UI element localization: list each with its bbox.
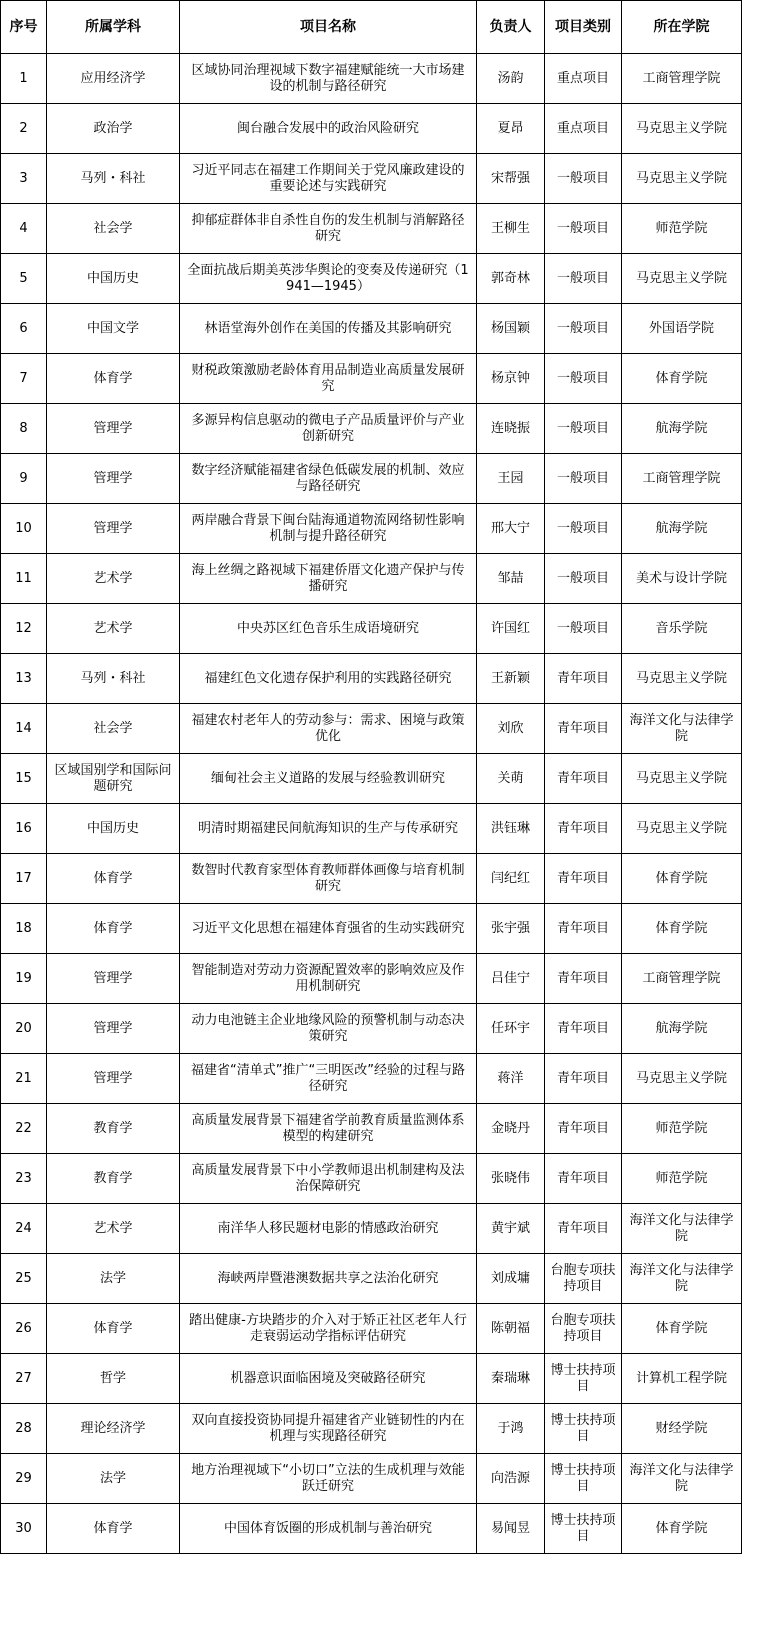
serial-cell: 10 <box>1 504 47 554</box>
discipline-cell: 马列・科社 <box>47 654 180 704</box>
discipline-cell: 管理学 <box>47 504 180 554</box>
project-name-cell: 中央苏区红色音乐生成语境研究 <box>180 604 477 654</box>
table-row <box>1 1154 742 1204</box>
table-row <box>1 1204 742 1254</box>
discipline-cell: 社会学 <box>47 204 180 254</box>
table-row <box>1 1004 742 1054</box>
project-name-cell: 踏出健康-方块踏步的介入对于矫正社区老年人行走衰弱运动学指标评估研究 <box>180 1304 477 1354</box>
college-cell: 师范学院 <box>622 1104 742 1154</box>
category-cell: 青年项目 <box>545 1104 622 1154</box>
college-cell: 马克思主义学院 <box>622 804 742 854</box>
leader-cell: 黄宇斌 <box>477 1204 545 1254</box>
project-name-cell: 高质量发展背景下中小学教师退出机制建构及法治保障研究 <box>180 1154 477 1204</box>
table-row <box>1 154 742 204</box>
college-cell: 体育学院 <box>622 354 742 404</box>
header-cell: 项目名称 <box>180 1 477 54</box>
table-row <box>1 1504 742 1554</box>
project-name-cell: 福建红色文化遗存保护利用的实践路径研究 <box>180 654 477 704</box>
table-row <box>1 904 742 954</box>
leader-cell: 王柳生 <box>477 204 545 254</box>
college-cell: 体育学院 <box>622 854 742 904</box>
project-name-cell: 区域协同治理视域下数字福建赋能统一大市场建设的机制与路径研究 <box>180 54 477 104</box>
discipline-cell: 教育学 <box>47 1104 180 1154</box>
serial-cell: 12 <box>1 604 47 654</box>
discipline-cell: 应用经济学 <box>47 54 180 104</box>
category-cell: 博士扶持项目 <box>545 1504 622 1554</box>
category-cell: 青年项目 <box>545 1054 622 1104</box>
project-name-cell: 数字经济赋能福建省绿色低碳发展的机制、效应与路径研究 <box>180 454 477 504</box>
category-cell: 一般项目 <box>545 454 622 504</box>
serial-cell: 11 <box>1 554 47 604</box>
college-cell: 海洋文化与法律学院 <box>622 1204 742 1254</box>
discipline-cell: 法学 <box>47 1454 180 1504</box>
project-name-cell: 林语堂海外创作在美国的传播及其影响研究 <box>180 304 477 354</box>
leader-cell: 王园 <box>477 454 545 504</box>
table-row <box>1 954 742 1004</box>
table-row <box>1 104 742 154</box>
serial-cell: 28 <box>1 1404 47 1454</box>
leader-cell: 关萌 <box>477 754 545 804</box>
project-name-cell: 福建农村老年人的劳动参与：需求、困境与政策优化 <box>180 704 477 754</box>
table-row <box>1 1354 742 1404</box>
project-name-cell: 财税政策激励老龄体育用品制造业高质量发展研究 <box>180 354 477 404</box>
project-name-cell: 机器意识面临困境及突破路径研究 <box>180 1354 477 1404</box>
category-cell: 台胞专项扶持项目 <box>545 1254 622 1304</box>
serial-cell: 25 <box>1 1254 47 1304</box>
leader-cell: 刘欣 <box>477 704 545 754</box>
header-cell: 所在学院 <box>622 1 742 54</box>
category-cell: 一般项目 <box>545 154 622 204</box>
leader-cell: 邢大宁 <box>477 504 545 554</box>
project-name-cell: 海上丝绸之路视域下福建侨厝文化遗产保护与传播研究 <box>180 554 477 604</box>
serial-cell: 3 <box>1 154 47 204</box>
category-cell: 博士扶持项目 <box>545 1454 622 1504</box>
college-cell: 美术与设计学院 <box>622 554 742 604</box>
category-cell: 一般项目 <box>545 304 622 354</box>
serial-cell: 17 <box>1 854 47 904</box>
leader-cell: 洪钰琳 <box>477 804 545 854</box>
category-cell: 青年项目 <box>545 904 622 954</box>
discipline-cell: 政治学 <box>47 104 180 154</box>
project-name-cell: 两岸融合背景下闽台陆海通道物流网络韧性影响机制与提升路径研究 <box>180 504 477 554</box>
serial-cell: 19 <box>1 954 47 1004</box>
college-cell: 体育学院 <box>622 1504 742 1554</box>
header-cell: 项目类别 <box>545 1 622 54</box>
discipline-cell: 体育学 <box>47 1504 180 1554</box>
discipline-cell: 中国文学 <box>47 304 180 354</box>
serial-cell: 1 <box>1 54 47 104</box>
table-row <box>1 454 742 504</box>
discipline-cell: 管理学 <box>47 1054 180 1104</box>
leader-cell: 夏昂 <box>477 104 545 154</box>
category-cell: 重点项目 <box>545 54 622 104</box>
discipline-cell: 艺术学 <box>47 604 180 654</box>
college-cell: 体育学院 <box>622 904 742 954</box>
category-cell: 重点项目 <box>545 104 622 154</box>
college-cell: 师范学院 <box>622 204 742 254</box>
category-cell: 一般项目 <box>545 254 622 304</box>
leader-cell: 王新颖 <box>477 654 545 704</box>
leader-cell: 连晓振 <box>477 404 545 454</box>
college-cell: 马克思主义学院 <box>622 104 742 154</box>
table-row <box>1 1054 742 1104</box>
table-body <box>1 54 742 1554</box>
header-cell: 序号 <box>1 1 47 54</box>
college-cell: 马克思主义学院 <box>622 654 742 704</box>
discipline-cell: 管理学 <box>47 454 180 504</box>
college-cell: 马克思主义学院 <box>622 754 742 804</box>
discipline-cell: 中国历史 <box>47 804 180 854</box>
serial-cell: 26 <box>1 1304 47 1354</box>
college-cell: 工商管理学院 <box>622 54 742 104</box>
discipline-cell: 马列・科社 <box>47 154 180 204</box>
category-cell: 青年项目 <box>545 1154 622 1204</box>
table-row <box>1 204 742 254</box>
college-cell: 工商管理学院 <box>622 954 742 1004</box>
discipline-cell: 体育学 <box>47 1304 180 1354</box>
category-cell: 青年项目 <box>545 1004 622 1054</box>
serial-cell: 18 <box>1 904 47 954</box>
project-name-cell: 高质量发展背景下福建省学前教育质量监测体系模型的构建研究 <box>180 1104 477 1154</box>
table-row <box>1 654 742 704</box>
project-name-cell: 缅甸社会主义道路的发展与经验教训研究 <box>180 754 477 804</box>
category-cell: 博士扶持项目 <box>545 1354 622 1404</box>
leader-cell: 蒋洋 <box>477 1054 545 1104</box>
project-name-cell: 全面抗战后期美英涉华舆论的变奏及传递研究（1941—1945） <box>180 254 477 304</box>
table-row <box>1 1254 742 1304</box>
college-cell: 计算机工程学院 <box>622 1354 742 1404</box>
leader-cell: 闫纪红 <box>477 854 545 904</box>
category-cell: 青年项目 <box>545 804 622 854</box>
table-row <box>1 254 742 304</box>
serial-cell: 8 <box>1 404 47 454</box>
category-cell: 一般项目 <box>545 404 622 454</box>
discipline-cell: 理论经济学 <box>47 1404 180 1454</box>
discipline-cell: 体育学 <box>47 904 180 954</box>
leader-cell: 许国红 <box>477 604 545 654</box>
college-cell: 马克思主义学院 <box>622 1054 742 1104</box>
project-name-cell: 福建省“清单式”推广“三明医改”经验的过程与路径研究 <box>180 1054 477 1104</box>
college-cell: 航海学院 <box>622 404 742 454</box>
discipline-cell: 体育学 <box>47 354 180 404</box>
serial-cell: 29 <box>1 1454 47 1504</box>
table-row <box>1 1454 742 1504</box>
serial-cell: 14 <box>1 704 47 754</box>
discipline-cell: 管理学 <box>47 404 180 454</box>
table-row <box>1 554 742 604</box>
college-cell: 外国语学院 <box>622 304 742 354</box>
college-cell: 马克思主义学院 <box>622 254 742 304</box>
discipline-cell: 哲学 <box>47 1354 180 1404</box>
discipline-cell: 管理学 <box>47 1004 180 1054</box>
college-cell: 海洋文化与法律学院 <box>622 1454 742 1504</box>
table-row <box>1 754 742 804</box>
leader-cell: 易闻昱 <box>477 1504 545 1554</box>
serial-cell: 16 <box>1 804 47 854</box>
category-cell: 一般项目 <box>545 354 622 404</box>
table-row <box>1 1404 742 1454</box>
leader-cell: 杨国颖 <box>477 304 545 354</box>
leader-cell: 金晓丹 <box>477 1104 545 1154</box>
leader-cell: 张宇强 <box>477 904 545 954</box>
serial-cell: 6 <box>1 304 47 354</box>
serial-cell: 9 <box>1 454 47 504</box>
category-cell: 青年项目 <box>545 1204 622 1254</box>
college-cell: 海洋文化与法律学院 <box>622 1254 742 1304</box>
serial-cell: 20 <box>1 1004 47 1054</box>
table-row <box>1 804 742 854</box>
category-cell: 青年项目 <box>545 654 622 704</box>
serial-cell: 22 <box>1 1104 47 1154</box>
category-cell: 一般项目 <box>545 604 622 654</box>
serial-cell: 4 <box>1 204 47 254</box>
serial-cell: 21 <box>1 1054 47 1104</box>
table-header-row <box>1 1 742 54</box>
project-name-cell: 动力电池链主企业地缘风险的预警机制与动态决策研究 <box>180 1004 477 1054</box>
leader-cell: 向浩源 <box>477 1454 545 1504</box>
category-cell: 青年项目 <box>545 954 622 1004</box>
college-cell: 财经学院 <box>622 1404 742 1454</box>
leader-cell: 陈朝福 <box>477 1304 545 1354</box>
category-cell: 台胞专项扶持项目 <box>545 1304 622 1354</box>
project-name-cell: 数智时代教育家型体育教师群体画像与培育机制研究 <box>180 854 477 904</box>
discipline-cell: 管理学 <box>47 954 180 1004</box>
leader-cell: 于鸿 <box>477 1404 545 1454</box>
leader-cell: 吕佳宁 <box>477 954 545 1004</box>
discipline-cell: 中国历史 <box>47 254 180 304</box>
leader-cell: 刘成墉 <box>477 1254 545 1304</box>
college-cell: 师范学院 <box>622 1154 742 1204</box>
project-name-cell: 地方治理视域下“小切口”立法的生成机理与效能跃迁研究 <box>180 1454 477 1504</box>
table-row <box>1 604 742 654</box>
college-cell: 音乐学院 <box>622 604 742 654</box>
category-cell: 青年项目 <box>545 704 622 754</box>
leader-cell: 张晓伟 <box>477 1154 545 1204</box>
discipline-cell: 区域国别学和国际问题研究 <box>47 754 180 804</box>
table-row <box>1 54 742 104</box>
serial-cell: 7 <box>1 354 47 404</box>
header-cell: 所属学科 <box>47 1 180 54</box>
discipline-cell: 社会学 <box>47 704 180 754</box>
discipline-cell: 法学 <box>47 1254 180 1304</box>
leader-cell: 任环宇 <box>477 1004 545 1054</box>
project-name-cell: 海峡两岸暨港澳数据共享之法治化研究 <box>180 1254 477 1304</box>
category-cell: 博士扶持项目 <box>545 1404 622 1454</box>
discipline-cell: 艺术学 <box>47 1204 180 1254</box>
college-cell: 体育学院 <box>622 1304 742 1354</box>
college-cell: 马克思主义学院 <box>622 154 742 204</box>
college-cell: 工商管理学院 <box>622 454 742 504</box>
college-cell: 海洋文化与法律学院 <box>622 704 742 754</box>
discipline-cell: 艺术学 <box>47 554 180 604</box>
discipline-cell: 体育学 <box>47 854 180 904</box>
project-name-cell: 闽台融合发展中的政治风险研究 <box>180 104 477 154</box>
project-name-cell: 中国体育饭圈的形成机制与善治研究 <box>180 1504 477 1554</box>
project-name-cell: 双向直接投资协同提升福建省产业链韧性的内在机理与实现路径研究 <box>180 1404 477 1454</box>
project-name-cell: 习近平同志在福建工作期间关于党风廉政建设的重要论述与实践研究 <box>180 154 477 204</box>
project-name-cell: 南洋华人移民题材电影的情感政治研究 <box>180 1204 477 1254</box>
category-cell: 青年项目 <box>545 854 622 904</box>
project-name-cell: 习近平文化思想在福建体育强省的生动实践研究 <box>180 904 477 954</box>
leader-cell: 汤韵 <box>477 54 545 104</box>
project-name-cell: 智能制造对劳动力资源配置效率的影响效应及作用机制研究 <box>180 954 477 1004</box>
serial-cell: 13 <box>1 654 47 704</box>
serial-cell: 24 <box>1 1204 47 1254</box>
serial-cell: 27 <box>1 1354 47 1404</box>
leader-cell: 宋帮强 <box>477 154 545 204</box>
leader-cell: 杨京钟 <box>477 354 545 404</box>
table-row <box>1 704 742 754</box>
header-cell: 负责人 <box>477 1 545 54</box>
table-row <box>1 354 742 404</box>
category-cell: 青年项目 <box>545 754 622 804</box>
serial-cell: 5 <box>1 254 47 304</box>
serial-cell: 2 <box>1 104 47 154</box>
table-row <box>1 404 742 454</box>
project-name-cell: 抑郁症群体非自杀性自伤的发生机制与消解路径研究 <box>180 204 477 254</box>
college-cell: 航海学院 <box>622 504 742 554</box>
category-cell: 一般项目 <box>545 504 622 554</box>
discipline-cell: 教育学 <box>47 1154 180 1204</box>
serial-cell: 15 <box>1 754 47 804</box>
project-name-cell: 多源异构信息驱动的微电子产品质量评价与产业创新研究 <box>180 404 477 454</box>
table-row <box>1 1104 742 1154</box>
table-row <box>1 504 742 554</box>
serial-cell: 23 <box>1 1154 47 1204</box>
category-cell: 一般项目 <box>545 204 622 254</box>
table-row <box>1 304 742 354</box>
project-name-cell: 明清时期福建民间航海知识的生产与传承研究 <box>180 804 477 854</box>
college-cell: 航海学院 <box>622 1004 742 1054</box>
category-cell: 一般项目 <box>545 554 622 604</box>
leader-cell: 秦瑞琳 <box>477 1354 545 1404</box>
leader-cell: 邹喆 <box>477 554 545 604</box>
leader-cell: 郭奇林 <box>477 254 545 304</box>
table-row <box>1 1304 742 1354</box>
table-row <box>1 854 742 904</box>
serial-cell: 30 <box>1 1504 47 1554</box>
